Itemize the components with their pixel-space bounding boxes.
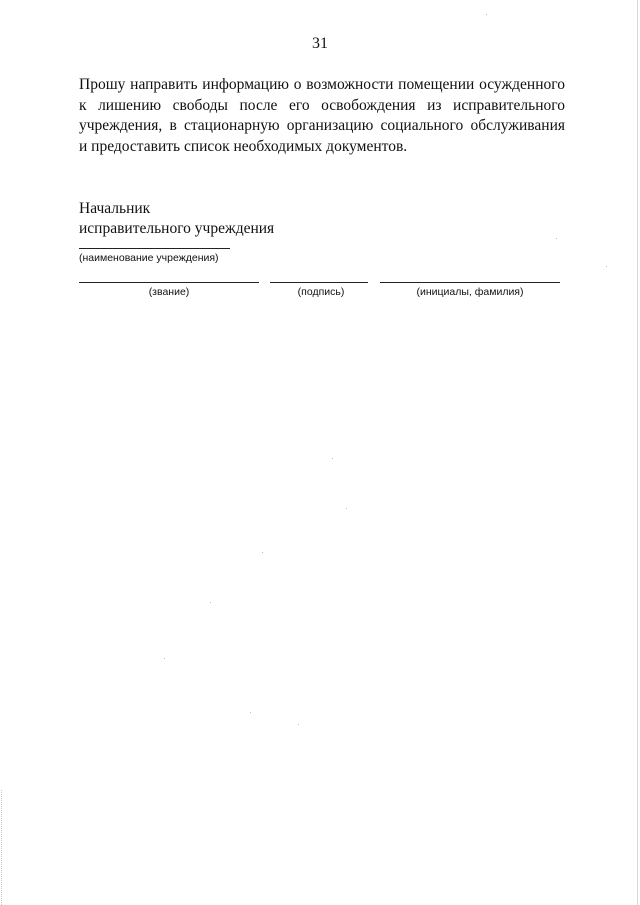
scan-speck — [346, 508, 347, 509]
position-title-line: исправительного учреждения — [79, 220, 275, 237]
paragraph-line: учреждения, в стационарную организацию социального обслуживания — [79, 117, 565, 134]
institution-name-caption: (наименование учреждения) — [79, 252, 219, 264]
position-title-line: Начальник — [79, 200, 151, 217]
scan-speck — [332, 458, 333, 459]
scan-speck — [262, 552, 263, 553]
full-name-line — [380, 282, 560, 283]
paragraph-line: к лишению свободы после его освобождения из исправительного — [79, 96, 565, 114]
rank-line — [79, 282, 259, 283]
request-paragraph — [79, 75, 565, 157]
scan-edge — [1, 790, 2, 905]
scan-edge — [637, 0, 638, 905]
rank-caption: (звание) — [148, 286, 190, 298]
position-title — [79, 199, 274, 239]
full-name-caption: (инициалы, фамилия) — [416, 286, 524, 298]
scan-speck — [556, 238, 557, 239]
scan-speck — [164, 658, 165, 659]
scan-speck — [486, 14, 487, 15]
scan-speck — [250, 712, 251, 713]
signature-caption: (подпись) — [297, 286, 345, 298]
signature-line — [270, 282, 368, 283]
scan-speck — [210, 602, 211, 603]
scan-speck — [298, 724, 299, 725]
paragraph-line: и предоставить список необходимых документов. — [79, 137, 408, 155]
page-number: 31 — [312, 35, 328, 52]
scan-speck — [606, 266, 607, 267]
institution-name-line — [79, 248, 230, 249]
paragraph-line: Прошу направить информацию о возможности помещении осужденного — [79, 76, 565, 93]
